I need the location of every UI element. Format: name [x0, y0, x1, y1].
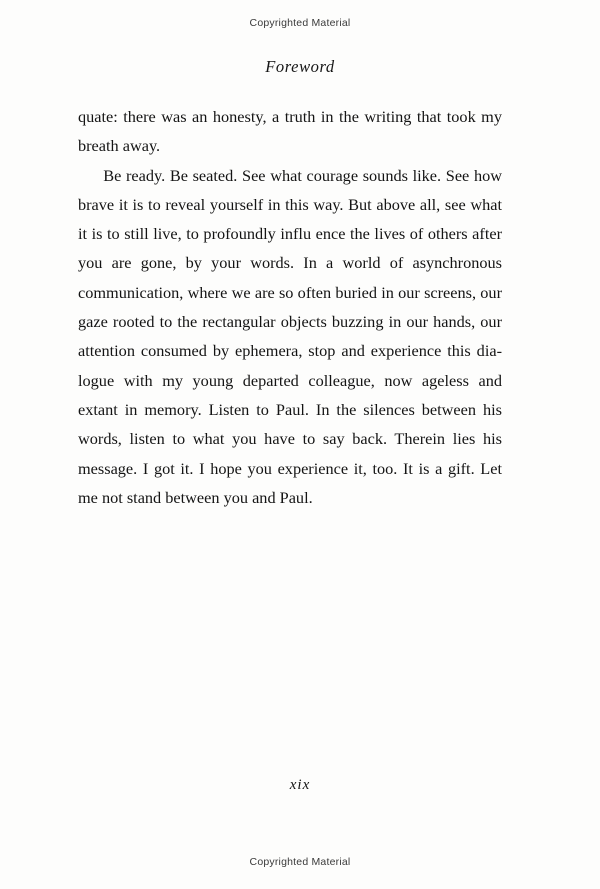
running-head-foreword: Foreword	[265, 57, 335, 76]
copyright-watermark-bottom: Copyrighted Material	[249, 856, 351, 868]
body-text	[78, 102, 502, 512]
page-number: xix	[289, 777, 311, 793]
paragraph-continuation: quate: there was an honesty, a truth in the writing that took my breath away.	[78, 107, 502, 156]
paragraph-be-ready: Be ready. Be seated. See what courage sounds like. See how brave it is to reveal yourself in this way. But above all, see what it is to still live, to profoundly influ ence the lives of others after you are gone, by your words. In a world of asynchronous communication, where we are so often buried in our screens, our gaze rooted to the rectangular objects buzzing in our hands, our attention consumed by ephemera, stop and experience this dialogue with my young departed colleague, now ageless and extant in memory. Listen to Paul. In the silences between his words, listen to what you have to say back. Therein lies his message. I got it. I hope you experience it, too. It is a gift. Let me not stand between you and Paul.	[78, 165, 502, 507]
copyright-watermark-top: Copyrighted Material	[249, 17, 351, 29]
